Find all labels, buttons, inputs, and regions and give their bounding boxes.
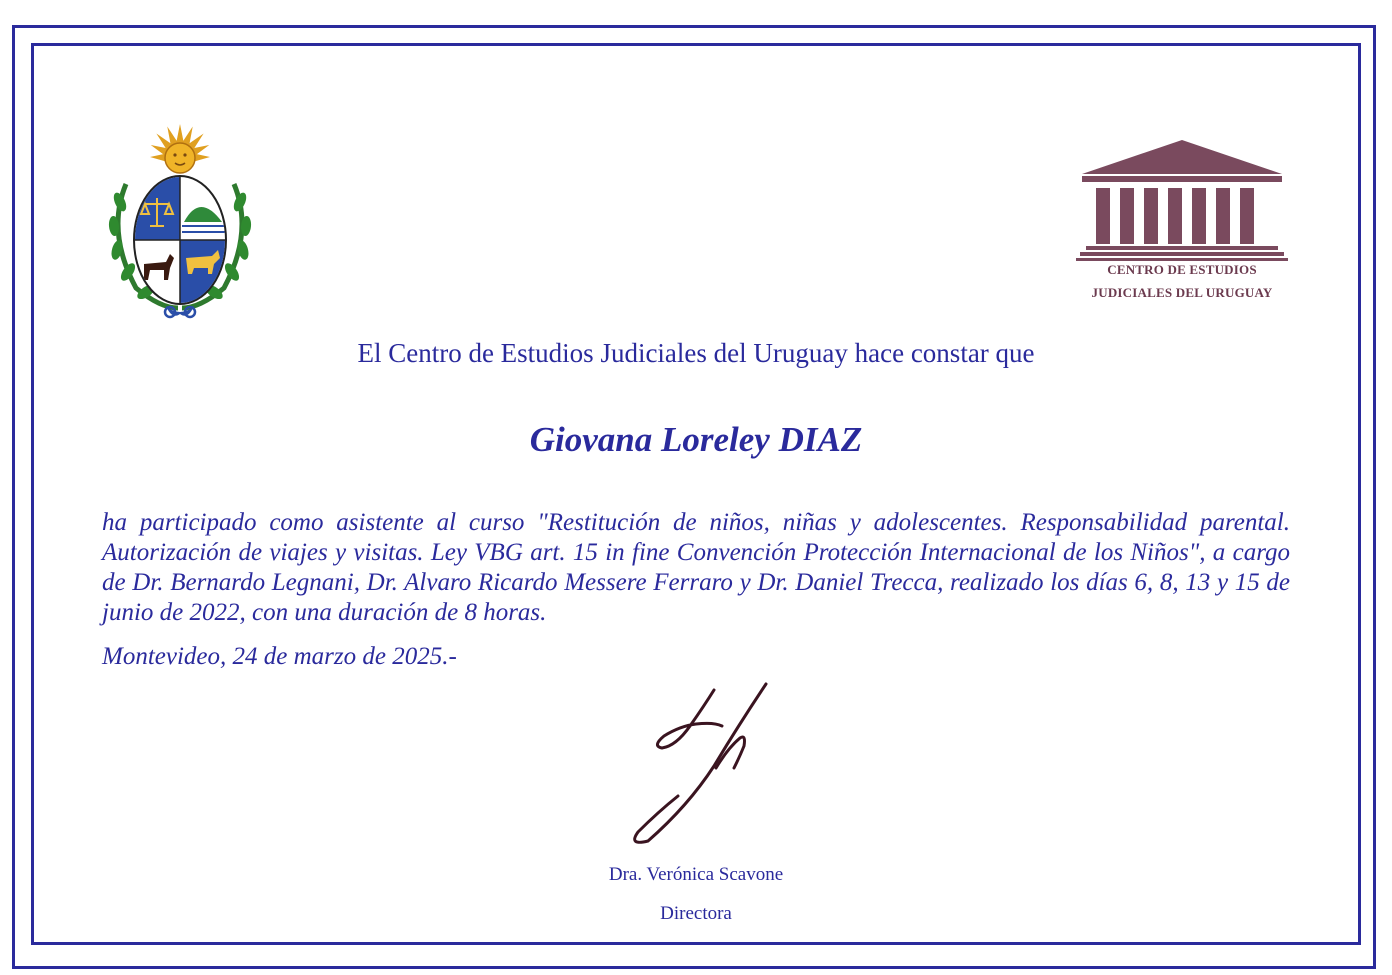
intro-statement: El Centro de Estudios Judiciales del Uruguay hace constar que [357, 338, 1035, 368]
place-and-date: Montevideo, 24 de marzo de 2025.- [102, 643, 457, 670]
recipient-name: Giovana Loreley DIAZ [529, 420, 863, 459]
cej-institution-logo [1074, 136, 1294, 306]
course-description: ha participado como asistente al curso "Restitución de niños, niñas y adolescentes. Responsabilidad parental. Autorización de viajes y visitas. Ley VBG art. 15 in fine Convención Protección Internacional de los Niños", a cargo de Dr. Bernardo Legnani, Dr. Alvaro Ricardo Messere Ferraro y Dr. Daniel Trecca, realizado los días 6, 8, 13 y 15 de junio de 2022, con una duración de 8 horas. [102, 509, 1290, 626]
courthouse-columns-icon [1074, 136, 1290, 262]
uruguay-coat-of-arms-icon [104, 122, 256, 322]
signatory-name: Dra. Verónica Scavone [608, 864, 784, 885]
handwritten-signature [618, 676, 778, 851]
signatory-title: Directora [660, 903, 732, 924]
logo-text-line1: CENTRO DE ESTUDIOS [1107, 262, 1257, 277]
logo-text-line2: JUDICIALES DEL URUGUAY [1091, 285, 1273, 300]
